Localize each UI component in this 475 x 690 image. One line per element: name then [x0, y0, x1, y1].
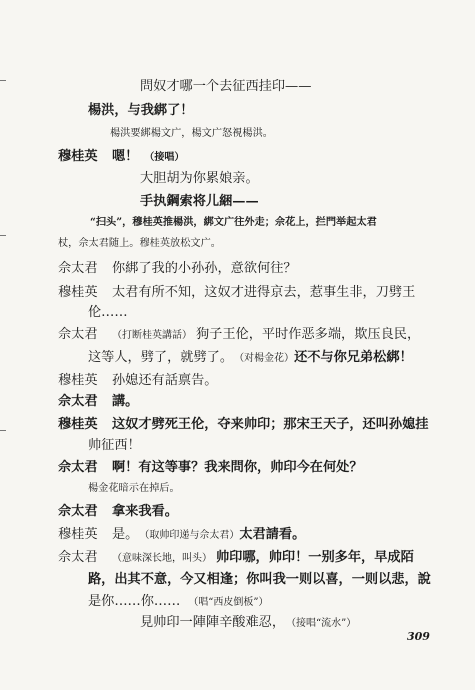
dialogue-text: 帅印哪，帅印！一别多年，早成陌: [216, 550, 414, 565]
dialogue-line: 路，出其不意，今又相逢；你叫我一则以喜，一则以悲，說: [88, 572, 431, 587]
verse-line: 手执鋼索将儿綑——: [140, 194, 259, 209]
dialogue-text: 这等人，劈了，就劈了。: [88, 350, 234, 365]
dialogue-line: [88, 346, 413, 365]
stage-direction: 楊洪要綁楊文广，楊文广怒視楊洪。: [110, 128, 273, 139]
dialogue-text: 太君請看。: [239, 527, 306, 542]
speaker-name: 穆桂英: [58, 149, 98, 164]
speaker-name: 穆桂英: [58, 527, 98, 542]
stage-direction: （接唱“流水”）: [291, 618, 357, 629]
dialogue-text: 拿来我看。: [112, 504, 178, 519]
speaker-name: 佘太君: [58, 460, 98, 475]
dialogue-text: 嗯！: [112, 149, 139, 164]
verse-line: 大胆胡为你累娘亲。: [140, 171, 259, 186]
speaker-name: 穆桂英: [58, 373, 98, 388]
dialogue-line: [58, 500, 178, 519]
speaker-name: 佘太君: [58, 550, 98, 565]
stage-direction: （接唱）: [144, 152, 185, 163]
verse-line: 問奴才哪一个去征西挂印——: [140, 79, 312, 94]
margin-mark: [0, 235, 6, 236]
dialogue-line: [58, 546, 414, 565]
stage-direction: （意味深长地，叫头）: [112, 553, 212, 564]
dialogue-text: 孙媳还有話禀告。: [112, 373, 218, 388]
dialogue-text: 是。: [112, 527, 139, 542]
dialogue-line: [58, 281, 415, 300]
margin-mark: [0, 80, 6, 81]
speaker-name: 穆桂英: [58, 417, 98, 432]
dialogue-line: [58, 257, 297, 276]
stage-direction: 楊金花暗示在掉后。: [88, 483, 180, 494]
speaker-name: 佘太君: [58, 504, 98, 519]
stage-direction: （唱“西皮倒板”）: [188, 597, 269, 608]
dialogue-line: [58, 456, 363, 475]
dialogue-line: [58, 369, 218, 388]
stage-direction: “扫头”，穆桂英推楊洪，綁文广往外走；佘花上，拦門举起太君: [90, 216, 377, 228]
dialogue-text: 你綁了我的小孙孙，意欲何往？: [112, 261, 297, 276]
dialogue-line: [58, 413, 429, 432]
dialogue-text: 見帅印一陣陣辛酸难忍，: [140, 615, 286, 630]
dialogue-line: 伦……: [88, 305, 128, 320]
page-number: 309: [407, 630, 430, 643]
dialogue-text: 太君有所不知，这奴才进得京去，惹事生非，刀劈王: [112, 285, 416, 300]
dialogue-text: 狗子王伦，平时作恶多端，欺压良民，: [196, 327, 421, 342]
speaker-name: 佘太君: [58, 327, 98, 342]
stage-direction: （打断桂英講話）: [112, 330, 192, 341]
dialogue-line: 帅征西！: [88, 438, 141, 453]
speaker-name: 佘太君: [58, 261, 98, 276]
dialogue-line: 楊洪，与我綁了！: [88, 103, 194, 118]
dialogue-line: [58, 523, 305, 542]
dialogue-line: [58, 390, 138, 409]
stage-direction: （对楊金花）: [239, 353, 295, 364]
dialogue-line: [58, 145, 184, 164]
stage-direction: 杖，佘太君随上。穆桂英放松文广。: [58, 238, 221, 249]
dialogue-text: 是你……你……: [88, 594, 181, 609]
stage-direction: （取帅印递与佘太君）: [144, 530, 240, 541]
verse-line: [140, 611, 356, 630]
dialogue-text: 这奴才劈死王伦，夺来帅印；那宋王天子，还叫孙媳挂: [112, 417, 429, 432]
dialogue-line: [88, 590, 269, 609]
speaker-name: 穆桂英: [58, 285, 98, 300]
margin-mark: [0, 430, 6, 431]
dialogue-text: 还不与你兄弟松綁！: [294, 350, 413, 365]
dialogue-line: [58, 323, 420, 342]
dialogue-text: 講。: [112, 394, 139, 409]
dialogue-text: 啊！有这等事？我来問你，帅印今在何处？: [112, 460, 363, 475]
speaker-name: 佘太君: [58, 394, 98, 409]
